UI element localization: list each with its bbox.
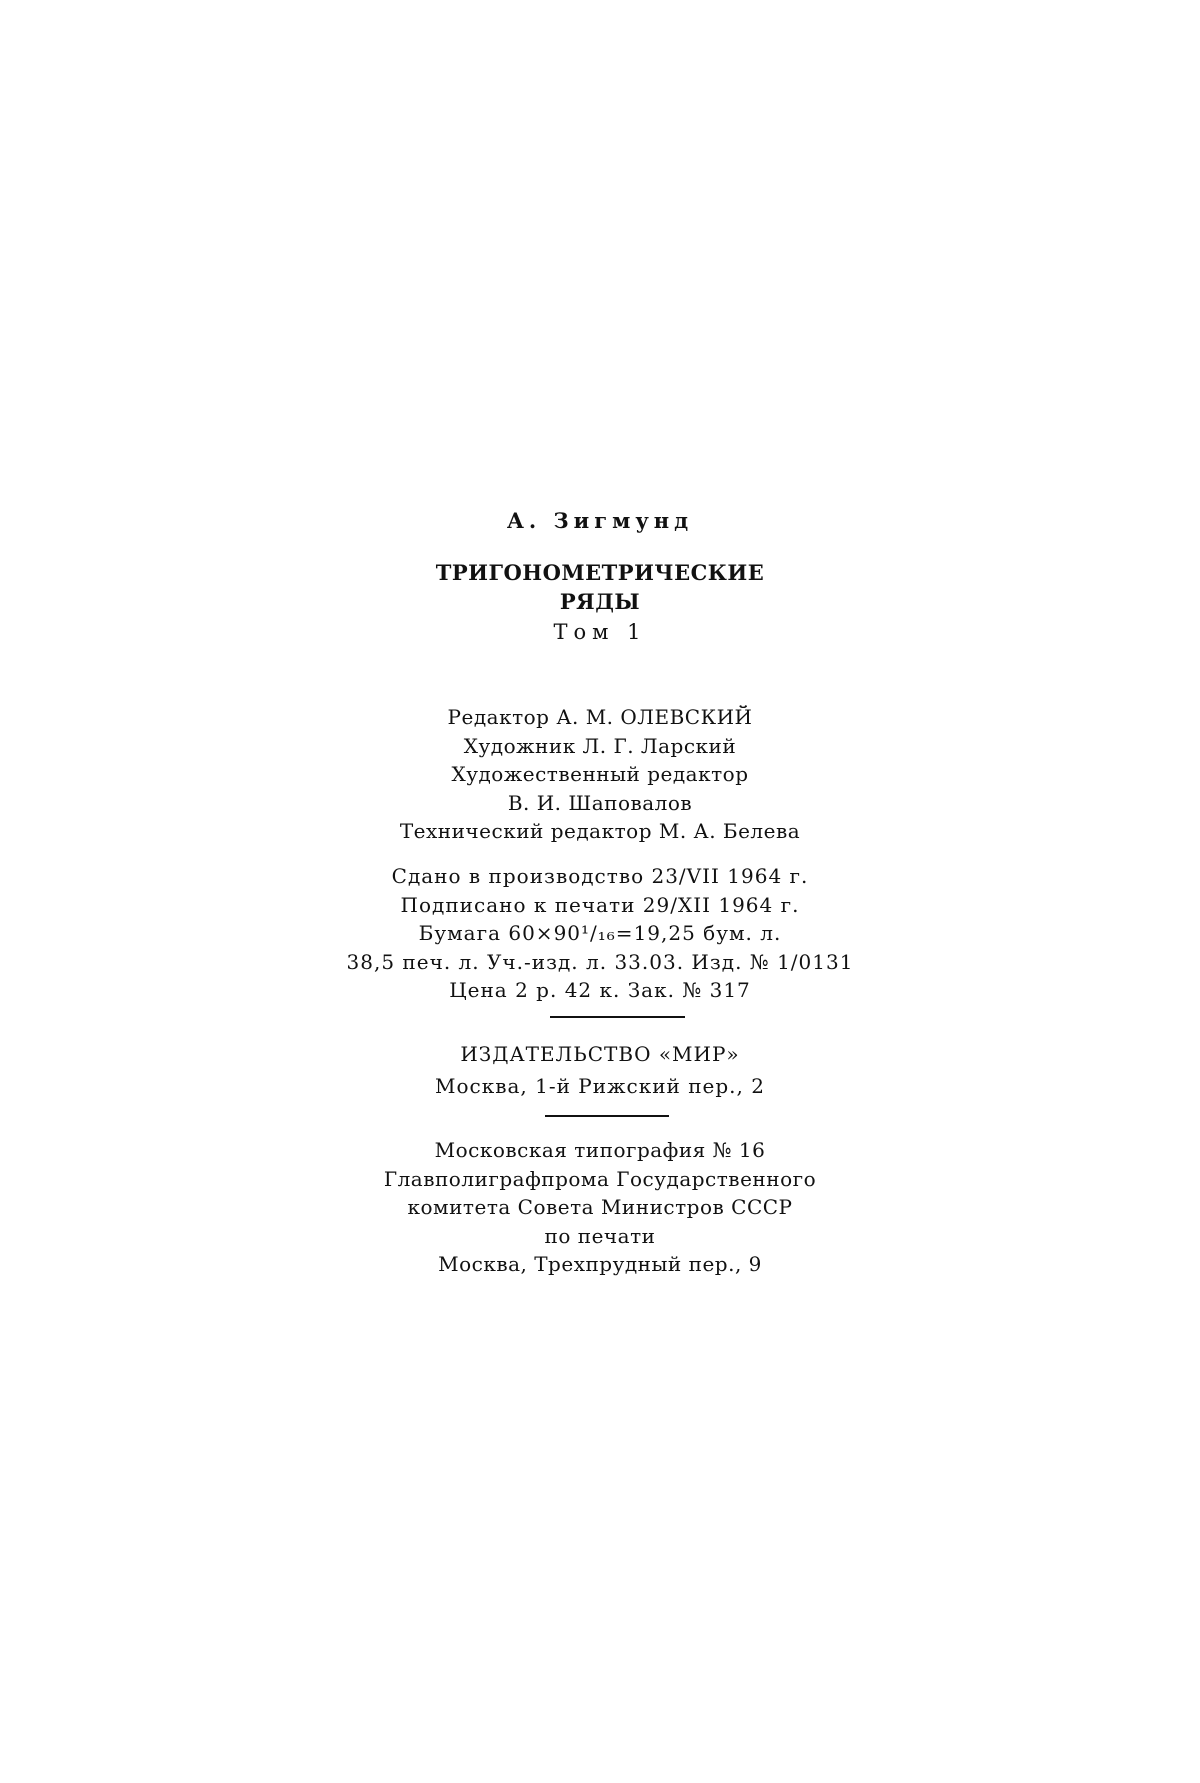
print-info-line: Подписано к печати 29/XII 1964 г. xyxy=(400,892,800,917)
print-info-line: Сдано в производство 23/VII 1964 г. xyxy=(391,864,809,888)
credit-art-editor-name: В. И. Шаповалов xyxy=(507,790,693,815)
divider-rule xyxy=(545,1115,669,1117)
print-info-line: Бумага 60×90¹/₁₆=19,25 бум. л. xyxy=(418,921,782,945)
print-info-block xyxy=(0,862,1200,1005)
author-name xyxy=(0,508,1200,533)
publisher-address: Москва, 1-й Рижский пер., 2 xyxy=(435,1074,765,1098)
volume-number xyxy=(0,620,1200,644)
printer-line: по печати xyxy=(544,1223,656,1248)
credit-editor: Редактор А. М. ОЛЕВСКИЙ xyxy=(447,705,753,729)
publisher-name: ИЗДАТЕЛЬСТВО «МИР» xyxy=(460,1042,740,1066)
credits-block xyxy=(0,703,1200,846)
credit-art-editor-title: Художественный редактор xyxy=(451,762,749,786)
author-line: А. Зигмунд xyxy=(506,508,694,533)
printer-block xyxy=(0,1136,1200,1279)
divider-rule xyxy=(550,1016,685,1018)
book-title xyxy=(0,558,1200,616)
title-line-2: РЯДЫ xyxy=(559,589,641,614)
print-info-line: 38,5 печ. л. Уч.-изд. л. 33.03. Изд. № 1/0131 xyxy=(346,949,854,974)
credit-artist: Художник Л. Г. Ларский xyxy=(463,733,737,758)
printer-line: комитета Совета Министров СССР xyxy=(407,1195,793,1219)
printer-line: Московская типография № 16 xyxy=(434,1138,766,1162)
title-line-1: ТРИГОНОМЕТРИЧЕСКИЕ xyxy=(435,560,765,585)
printer-line: Москва, Трехпрудный пер., 9 xyxy=(438,1252,762,1276)
credit-technical-editor: Технический редактор М. А. Белева xyxy=(399,819,801,843)
volume-line: Том 1 xyxy=(553,620,647,644)
publisher-block xyxy=(0,1038,1200,1102)
printer-line: Главполиграфпрома Государственного xyxy=(383,1166,817,1191)
print-info-line: Цена 2 р. 42 к. Зак. № 317 xyxy=(449,978,751,1002)
